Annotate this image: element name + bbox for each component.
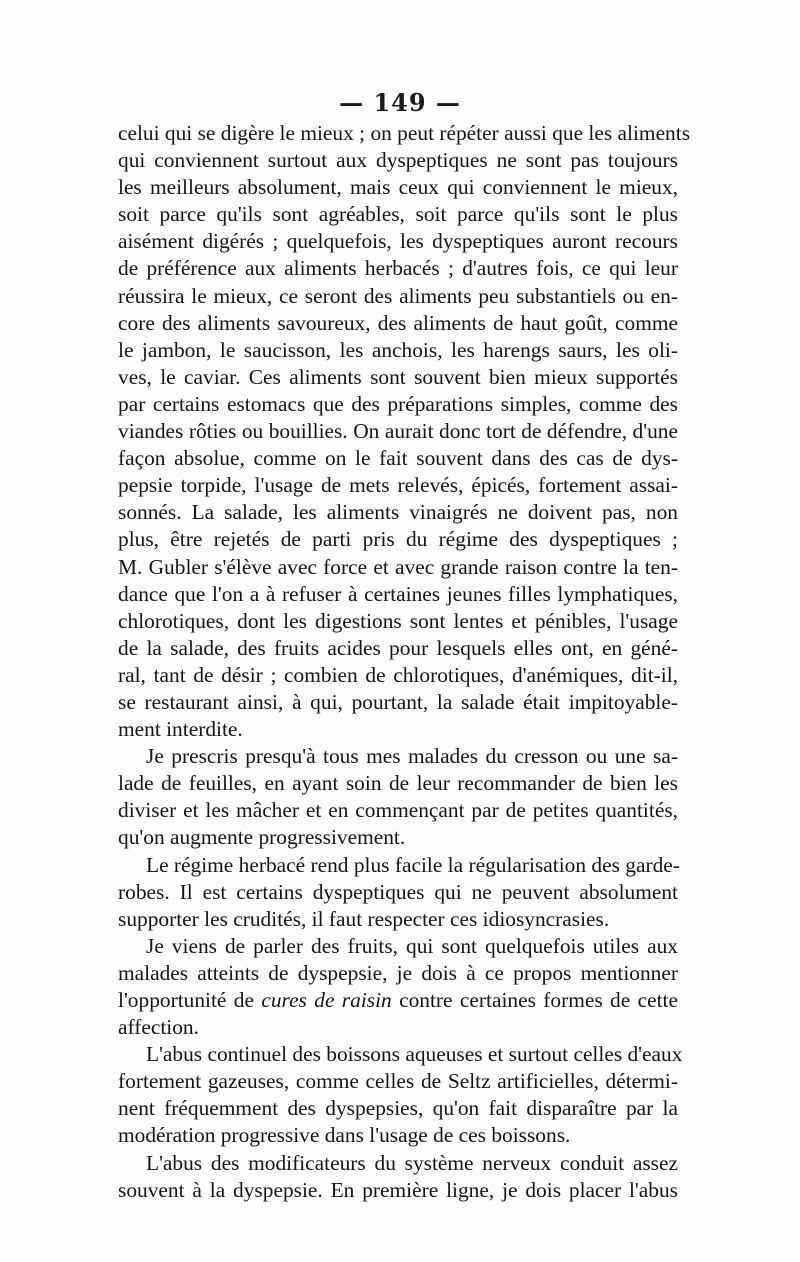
text-line: L'abus continuel des boissons aqueuses et surtout celles d'eaux bbox=[146, 1042, 683, 1067]
text-line: Je prescris presqu'à tous mes malades du cresson ou une sa- bbox=[146, 744, 678, 769]
body-text bbox=[118, 120, 691, 1204]
text-line: de préférence aux aliments herbacés ; d'autres fois, ce qui leur bbox=[118, 256, 678, 281]
text-line: soit parce qu'ils sont agréables, soit parce qu'ils sont le plus bbox=[118, 202, 678, 227]
text-line: viandes rôties ou bouillies. On aurait donc tort de défendre, d'une bbox=[118, 419, 678, 444]
text-line: nent fréquemment des dyspepsies, qu'on fait disparaître par la bbox=[118, 1096, 678, 1121]
text-line: M. Gubler s'élève avec force et avec grande raison contre la ten- bbox=[118, 554, 678, 579]
text-line: par certains estomacs que des préparations simples, comme des bbox=[118, 391, 678, 416]
text-line: souvent à la dyspepsie. En première ligne, je dois placer l'abus bbox=[118, 1177, 678, 1202]
text-line: Le régime herbacé rend plus facile la régularisation des garde- bbox=[146, 852, 680, 877]
text-line: modération progressive dans l'usage de ces boissons. bbox=[118, 1123, 571, 1148]
text-line: Je viens de parler des fruits, qui sont quelquefois utiles aux bbox=[146, 933, 678, 958]
text-line: ral, tant de désir ; combien de chlorotiques, d'anémiques, dit-il, bbox=[118, 662, 678, 687]
text-line: diviser et les mâcher et en commençant par de petites quantités, bbox=[118, 798, 678, 823]
text-line: robes. Il est certains dyspeptiques qui ne peuvent absolument bbox=[118, 879, 678, 904]
text-line: ves, le caviar. Ces aliments sont souvent bien mieux supportés bbox=[118, 364, 678, 389]
text-line: celui qui se digère le mieux ; on peut répéter aussi que les aliments bbox=[118, 121, 691, 145]
text-line: se restaurant ainsi, à qui, pourtant, la salade était impitoyable- bbox=[118, 689, 678, 714]
text-line: aisément digérés ; quelquefois, les dyspeptiques auront recours bbox=[118, 229, 678, 254]
text-line: l'opportunité de cures de raisin contre certaines formes de cette bbox=[118, 988, 678, 1012]
text-line: ment interdite. bbox=[118, 717, 243, 742]
text-line: fortement gazeuses, comme celles de Seltz artificielles, détermi- bbox=[118, 1069, 678, 1094]
text-line: de la salade, des fruits acides pour lesquels elles ont, en géné- bbox=[118, 635, 678, 660]
text-line: plus, être rejetés de parti pris du régime des dyspeptiques ; bbox=[118, 527, 678, 552]
text-line: qui conviennent surtout aux dyspeptiques ne sont pas toujours bbox=[118, 148, 678, 173]
text-line: dance que l'on a à refuser à certaines jeunes filles lymphatiques, bbox=[118, 581, 678, 606]
text-line: pepsie torpide, l'usage de mets relevés, épicés, fortement assai- bbox=[118, 473, 678, 498]
text-line: core des aliments savoureux, des aliments de haut goût, comme bbox=[118, 310, 678, 335]
text-line: sonnés. La salade, les aliments vinaigrés ne doivent pas, non bbox=[118, 500, 678, 525]
text-line: réussira le mieux, ce seront des aliments peu substantiels ou en- bbox=[118, 283, 678, 308]
text-line: affection. bbox=[118, 1015, 199, 1040]
text-line: les meilleurs absolument, mais ceux qui conviennent le mieux, bbox=[118, 175, 678, 200]
text-line: L'abus des modificateurs du système nerveux conduit assez bbox=[146, 1150, 678, 1175]
text-line: supporter les crudités, il faut respecter ces idiosyncrasies. bbox=[118, 906, 610, 931]
emphasized-phrase: cures de raisin bbox=[261, 988, 392, 1012]
page-number: — 149 — bbox=[339, 88, 461, 117]
text-line: lade de feuilles, en ayant soin de leur recommander de bien les bbox=[118, 771, 678, 796]
text-line: chlorotiques, dont les digestions sont lentes et pénibles, l'usage bbox=[118, 608, 678, 633]
text-line: façon absolue, comme on le fait souvent dans des cas de dys- bbox=[118, 446, 678, 471]
text-line: qu'on augmente progressivement. bbox=[118, 825, 406, 850]
text-line: le jambon, le saucisson, les anchois, les harengs saurs, les oli- bbox=[118, 337, 678, 362]
text-line: malades atteints de dyspepsie, je dois à ce propos mentionner bbox=[118, 960, 678, 985]
